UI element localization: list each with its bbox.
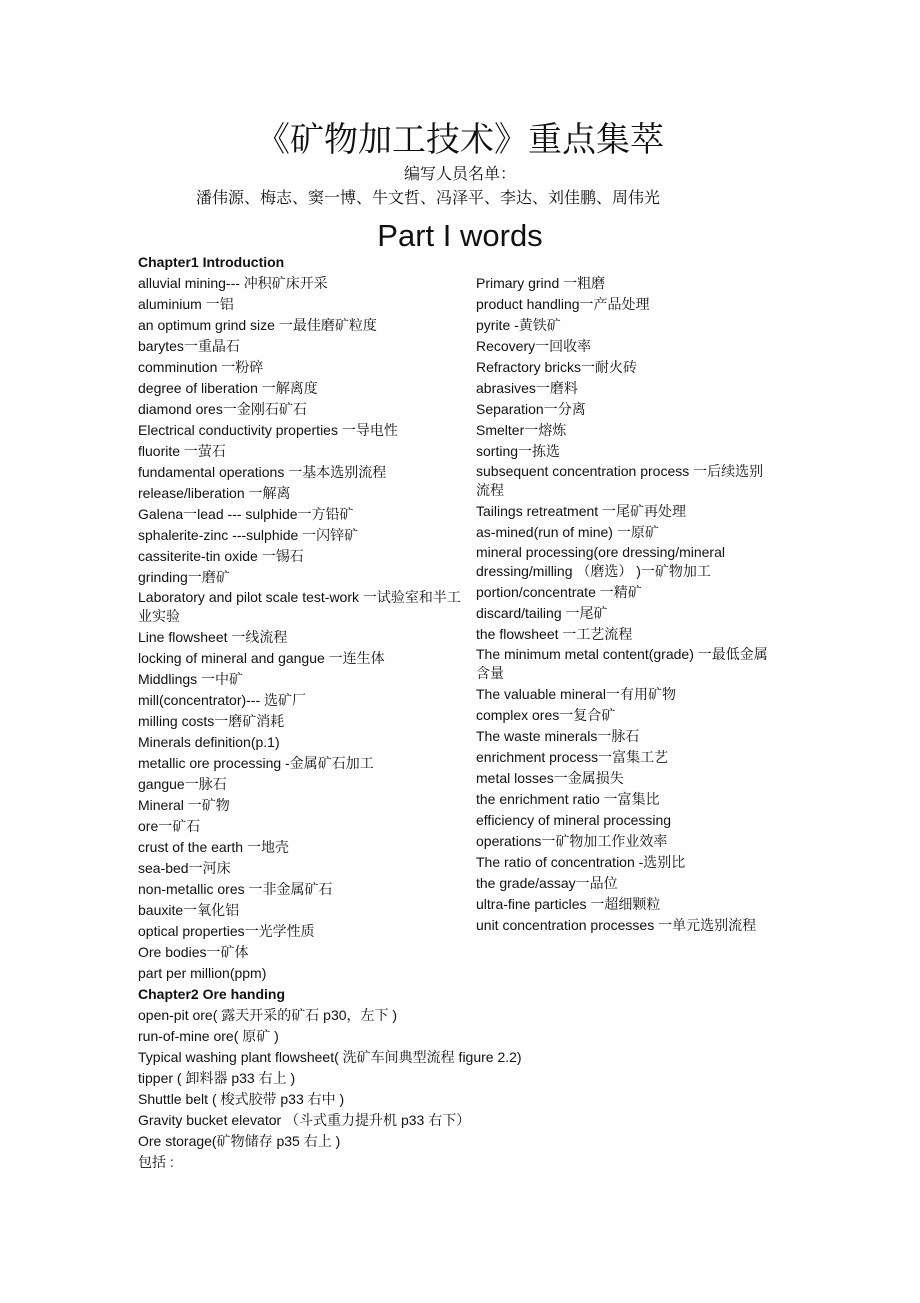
glossary-entry: tipper ( 卸料器 p33 右上 ) xyxy=(138,1070,296,1086)
glossary-entry: metallic ore processing -金属矿石加工 xyxy=(138,755,374,771)
glossary-entry: sea-bed一河床 xyxy=(138,860,231,876)
glossary-entry: release/liberation 一解离 xyxy=(138,485,291,501)
document-title: 《矿物加工技术》重点集萃 xyxy=(256,120,664,160)
glossary-entry: the flowsheet 一工艺流程 xyxy=(476,626,633,642)
glossary-entry: abrasives一磨料 xyxy=(476,380,578,396)
glossary-entry: product handling一产品处理 xyxy=(476,296,650,312)
glossary-entry: complex ores一复合矿 xyxy=(476,707,616,723)
glossary-entry: The minimum metal content(grade) 一最低金属含量 xyxy=(476,646,768,681)
glossary-entry: locking of mineral and gangue 一连生体 xyxy=(138,650,385,666)
glossary-entry: fundamental operations 一基本选别流程 xyxy=(138,464,387,480)
glossary-entry: Laboratory and pilot scale test-work 一试验室和半工业实验 xyxy=(138,589,461,624)
part-title: Part I words xyxy=(377,218,543,253)
glossary-entry: sphalerite-zinc ---sulphide 一闪锌矿 xyxy=(138,527,359,543)
glossary-entry: efficiency of mineral processing xyxy=(476,812,672,828)
glossary-entry: Primary grind 一粗磨 xyxy=(476,275,606,291)
glossary-entry: part per million(ppm) xyxy=(138,965,267,981)
glossary-entry: Middlings 一中矿 xyxy=(138,671,244,687)
glossary-entry: subsequent concentration process 一后续选别流程 xyxy=(476,463,764,498)
author-list: 潘伟源、梅志、窦一博、牛文哲、冯泽平、李达、刘佳鹏、周伟光 xyxy=(195,188,660,207)
glossary-entry: Electrical conductivity properties 一导电性 xyxy=(138,422,398,438)
glossary-entry: Mineral 一矿物 xyxy=(138,797,230,813)
glossary-entry: the grade/assay一品位 xyxy=(476,875,618,891)
glossary-entry: The ratio of concentration -选别比 xyxy=(476,854,686,870)
glossary-entry: Refractory bricks一耐火砖 xyxy=(476,359,638,375)
chapter-heading: Chapter1 Introduction xyxy=(138,254,285,270)
glossary-entry: Ore bodies一矿体 xyxy=(138,944,249,960)
glossary-entry: mill(concentrator)--- 选矿厂 xyxy=(138,692,307,708)
glossary-entry: barytes一重晶石 xyxy=(138,338,240,354)
glossary-entry: portion/concentrate 一精矿 xyxy=(476,584,642,600)
glossary-entry: Galena一lead --- sulphide一方铅矿 xyxy=(138,506,354,522)
glossary-entry: gangue一脉石 xyxy=(138,776,227,792)
glossary-entry: crust of the earth 一地壳 xyxy=(138,839,289,855)
glossary-entry: comminution 一粉碎 xyxy=(138,359,264,375)
glossary-entry: alluvial mining--- 冲积矿床开采 xyxy=(138,275,328,291)
glossary-entry: optical properties一光学性质 xyxy=(138,923,315,939)
glossary-entry: enrichment process一富集工艺 xyxy=(476,749,669,765)
glossary-entry: Ore storage(矿物储存 p35 右上 ) xyxy=(138,1133,341,1149)
glossary-entry: Recovery一回收率 xyxy=(476,338,592,354)
glossary-entry: milling costs一磨矿消耗 xyxy=(138,713,285,729)
glossary-entry: the enrichment ratio 一富集比 xyxy=(476,791,660,807)
glossary-entry: Tailings retreatment 一尾矿再处理 xyxy=(476,503,687,519)
glossary-entry: The waste minerals一脉石 xyxy=(476,728,640,744)
document-subtitle: 编写人员名单： xyxy=(403,164,516,183)
glossary-entry: fluorite 一萤石 xyxy=(138,443,226,459)
glossary-entry: ultra-fine particles 一超细颗粒 xyxy=(476,896,661,912)
glossary-entry: Smelter一熔炼 xyxy=(476,422,567,438)
glossary-entry: Typical washing plant flowsheet( 洗矿车间典型流程 figure 2.2) xyxy=(138,1049,522,1065)
glossary-entry: open-pit ore( 露天开采的矿石 p30，左下 ) xyxy=(138,1007,398,1023)
glossary-entry: mineral processing(ore dressing/mineral dressing/milling （磨选） )一矿物加工 xyxy=(476,544,725,579)
glossary-entry: unit concentration processes 一单元选别流程 xyxy=(476,917,757,933)
glossary-entry: cassiterite-tin oxide 一锡石 xyxy=(138,548,304,564)
glossary-entry: grinding一磨矿 xyxy=(138,569,230,585)
glossary-entry: aluminium 一铝 xyxy=(138,296,234,312)
glossary-entry: The valuable mineral一有用矿物 xyxy=(476,686,676,702)
glossary-entry: Gravity bucket elevator （斗式重力提升机 p33 右下） xyxy=(138,1112,471,1128)
glossary-entry: as-mined(run of mine) 一原矿 xyxy=(476,524,659,540)
glossary-entry: non-metallic ores 一非金属矿石 xyxy=(138,881,333,897)
glossary-entry: Line flowsheet 一线流程 xyxy=(138,629,288,645)
glossary-entry: ore一矿石 xyxy=(138,818,201,834)
glossary-entry: Separation一分离 xyxy=(476,401,586,417)
glossary-entry: bauxite一氧化铝 xyxy=(138,902,240,918)
glossary-entry: pyrite -黄铁矿 xyxy=(476,317,561,333)
glossary-entry: an optimum grind size 一最佳磨矿粒度 xyxy=(138,317,377,333)
glossary-entry: sorting一拣选 xyxy=(476,443,561,459)
glossary-entry: operations一矿物加工作业效率 xyxy=(476,833,668,849)
glossary-entry: Shuttle belt ( 梭式胶带 p33 右中 ) xyxy=(138,1091,345,1107)
glossary-entry: run-of-mine ore( 原矿 ) xyxy=(138,1028,279,1044)
chapter-heading: Chapter2 Ore handing xyxy=(138,986,286,1002)
glossary-entry: metal losses一金属损失 xyxy=(476,770,624,786)
glossary-entry: degree of liberation 一解离度 xyxy=(138,380,318,396)
glossary-entry: diamond ores一金刚石矿石 xyxy=(138,401,307,417)
right-column xyxy=(476,273,776,936)
glossary-entry: Minerals definition(p.1) xyxy=(138,734,280,750)
glossary-entry: 包括 : xyxy=(138,1154,174,1170)
glossary-entry: discard/tailing 一尾矿 xyxy=(476,605,608,621)
